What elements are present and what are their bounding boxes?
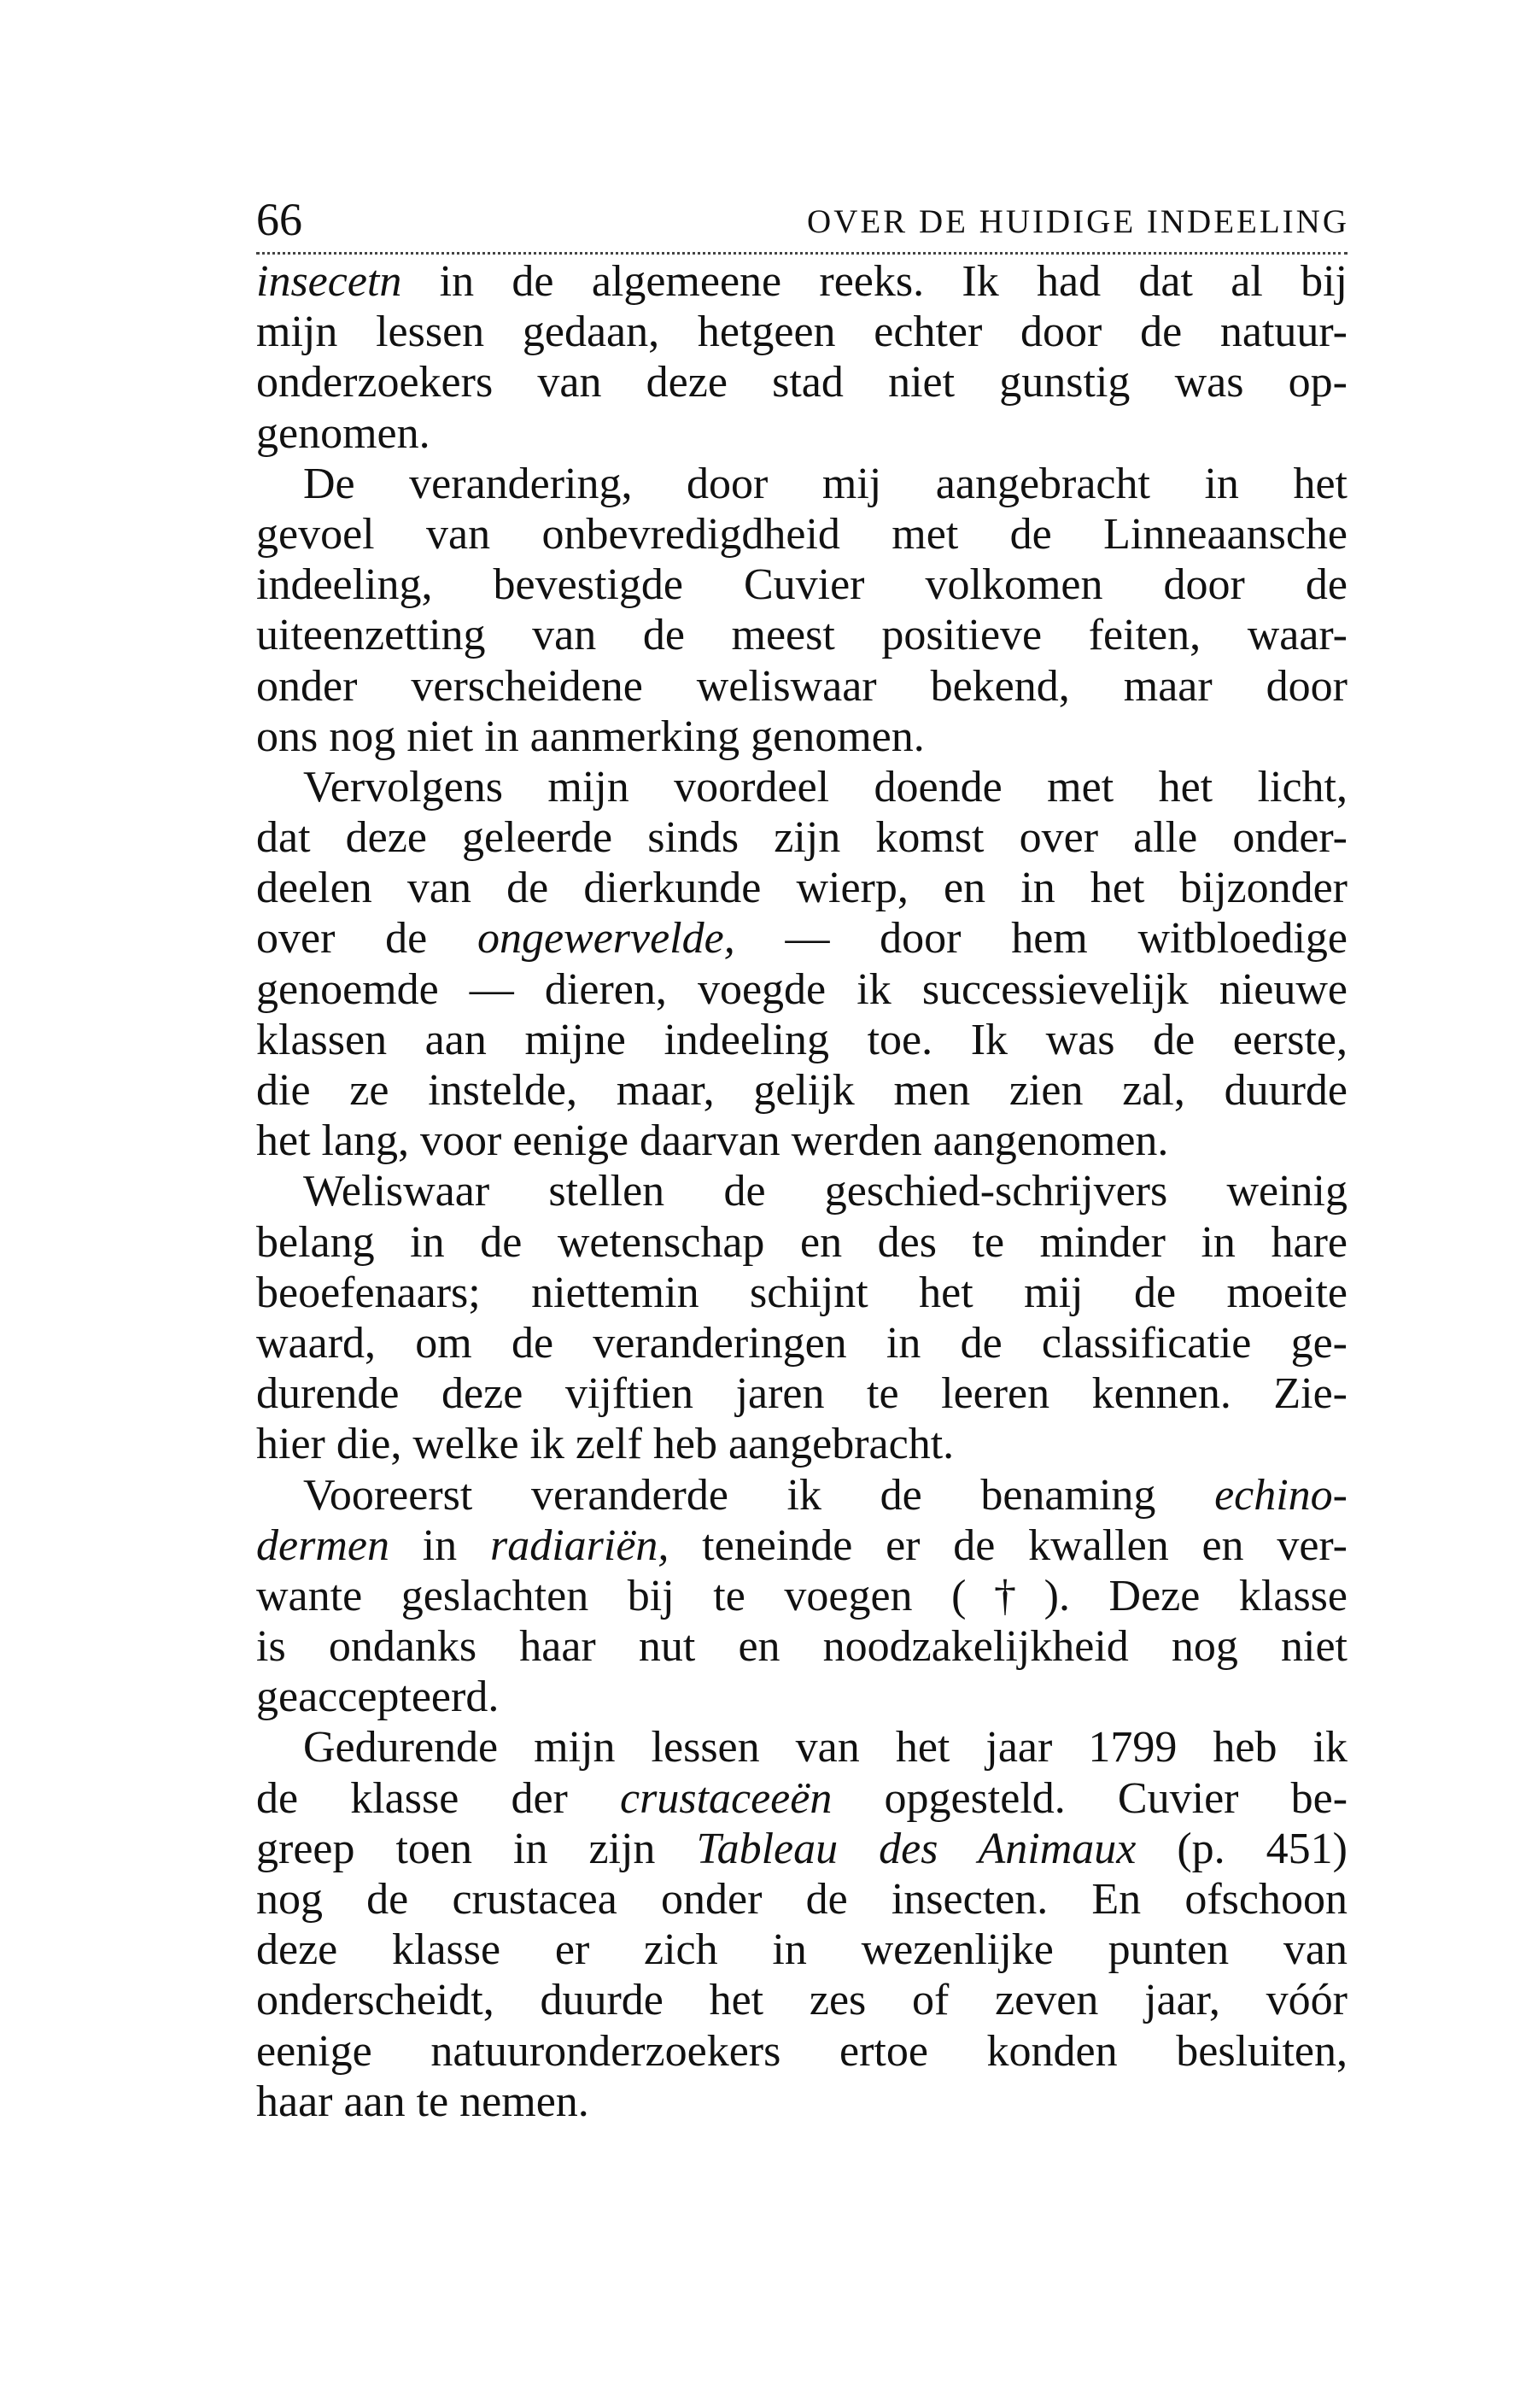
- text-run: opgesteld. Cuvier be-: [832, 1773, 1348, 1823]
- text-run: geaccepteerd.: [256, 1673, 500, 1722]
- text-line: [256, 357, 1348, 407]
- text-run: eenige natuuronderzoekers ertoe konden besluiten,: [256, 2026, 1348, 2076]
- text-line: [256, 1672, 1348, 1722]
- text-run: klassen aan mijne indeeling toe. Ik was de eerste,: [256, 1015, 1348, 1064]
- text-run: (p. 451): [1136, 1824, 1348, 1873]
- text-run: onder verscheidene weliswaar bekend, maar door: [256, 661, 1348, 711]
- text-run: durende deze vijftien jaren te leeren kennen. Zie-: [256, 1369, 1348, 1419]
- text-run: De verandering, door mij aangebracht in het: [303, 459, 1348, 508]
- text-line: [256, 1621, 1348, 1672]
- text-line: [256, 1722, 1348, 1772]
- text-run: teneinde er de kwallen en ver-: [669, 1520, 1348, 1570]
- text-run: genoemde — dieren, voegde ik successievelijk nieuwe: [256, 964, 1348, 1014]
- text-line: [256, 2026, 1348, 2077]
- text-run: ons nog niet in aanmerking genomen.: [256, 712, 925, 761]
- text-line: [256, 509, 1348, 560]
- text-line: [256, 256, 1348, 307]
- text-line: [256, 610, 1348, 660]
- paragraph: [256, 459, 1348, 762]
- text-run: onderscheidt, duurde het zes of zeven jaar, vóór: [256, 1976, 1348, 2025]
- text-run: uiteenzetting van de meest positieve feiten, waar-: [256, 611, 1348, 660]
- text-line: [256, 1166, 1348, 1216]
- text-run: Vervolgens mijn voordeel doende met het licht,: [303, 762, 1348, 811]
- text-line: [256, 560, 1348, 610]
- text-line: [256, 1015, 1348, 1065]
- text-line: [256, 1116, 1348, 1166]
- text-run: beoefenaars; niettemin schijnt het mij de moeite: [256, 1268, 1348, 1317]
- running-head: [256, 190, 1349, 249]
- page-number: 66: [256, 194, 302, 245]
- text-run: dat deze geleerde sinds zijn komst over alle onder-: [256, 813, 1348, 863]
- italic-run: Tableau des Animaux: [696, 1824, 1137, 1873]
- paragraph: [256, 256, 1348, 459]
- text-run: hier die, welke ik zelf heb aangebracht.: [256, 1420, 955, 1469]
- text-line: [256, 712, 1348, 762]
- italic-run: insecetn: [256, 257, 402, 306]
- text-line: [256, 913, 1348, 964]
- text-run: — door hem witbloedige: [734, 914, 1348, 964]
- text-run: in: [389, 1520, 490, 1570]
- text-run: indeeling, bevestigde Cuvier volkomen door de: [256, 560, 1348, 610]
- text-line: [256, 1368, 1348, 1419]
- italic-run: echino-: [1214, 1470, 1348, 1520]
- italic-run: radiariën,: [489, 1520, 669, 1570]
- text-line: [256, 2077, 1348, 2127]
- text-run: Vooreerst veranderde ik de benaming: [303, 1470, 1215, 1520]
- paragraph: [256, 1166, 1348, 1469]
- text-run: in de algemeene reeks. Ik had dat al bij: [401, 257, 1348, 306]
- text-run: belang in de wetenschap en des te minder in hare: [256, 1217, 1348, 1267]
- italic-run: crustaceeën: [620, 1773, 833, 1823]
- text-run: mijn lessen gedaan, hetgeen echter door de natuur-: [256, 308, 1348, 357]
- text-line: [256, 459, 1348, 509]
- text-run: het lang, voor eenige daarvan werden aangenomen.: [256, 1116, 1169, 1166]
- text-line: [256, 1571, 1348, 1621]
- dotted-rule: [256, 252, 1348, 255]
- text-line: [256, 1268, 1348, 1318]
- text-run: over de: [256, 914, 477, 964]
- text-run: onderzoekers van deze stad niet gunstig was op-: [256, 358, 1348, 407]
- text-run: Weliswaar stellen de geschied-schrijvers weinig: [303, 1167, 1348, 1216]
- text-run: de klasse der: [256, 1773, 621, 1823]
- text-line: [256, 1874, 1348, 1925]
- text-line: [256, 1318, 1348, 1368]
- paragraph: [256, 1470, 1348, 1723]
- text-line: [256, 964, 1348, 1015]
- paragraph: [256, 762, 1348, 1167]
- text-line: [256, 408, 1348, 459]
- running-title: OVER DE HUIDIGE INDEELING: [807, 203, 1349, 240]
- text-line: [256, 1470, 1348, 1520]
- text-line: [256, 1520, 1348, 1571]
- text-line: [256, 1925, 1348, 1975]
- text-run: nog de crustacea onder de insecten. En ofschoon: [256, 1875, 1348, 1924]
- text-run: die ze instelde, maar, gelijk men zien zal, duurde: [256, 1066, 1348, 1115]
- paragraph: [256, 1722, 1348, 2127]
- text-run: wante geslachten bij te voegen (†). Deze klasse: [256, 1571, 1348, 1620]
- text-line: [256, 1975, 1348, 2025]
- text-line: [256, 661, 1348, 712]
- text-run: waard, om de veranderingen in de classificatie ge-: [256, 1318, 1348, 1368]
- text-line: [256, 1824, 1348, 1874]
- text-run: deze klasse er zich in wezenlijke punten van: [256, 1925, 1348, 1975]
- text-run: is ondanks haar nut en noodzakelijkheid nog niet: [256, 1622, 1348, 1672]
- text-line: [256, 1065, 1348, 1116]
- text-run: Gedurende mijn lessen van het jaar 1799 heb ik: [303, 1723, 1348, 1772]
- text-run: gevoel van onbevredigdheid met de Linneaansche: [256, 509, 1348, 559]
- text-run: deelen van de dierkunde wierp, en in het bijzonder: [256, 864, 1348, 913]
- text-line: [256, 307, 1348, 357]
- italic-run: dermen: [256, 1520, 389, 1570]
- text-line: [256, 1217, 1348, 1268]
- text-run: greep toen in zijn: [256, 1824, 697, 1873]
- text-line: [256, 1773, 1348, 1824]
- text-line: [256, 762, 1348, 812]
- body-text: [256, 256, 1348, 2127]
- text-run: haar aan te nemen.: [256, 2077, 589, 2126]
- text-run: genomen.: [256, 408, 430, 458]
- text-line: [256, 812, 1348, 863]
- text-line: [256, 1419, 1348, 1469]
- italic-run: ongewervelde,: [476, 914, 735, 964]
- text-line: [256, 863, 1348, 913]
